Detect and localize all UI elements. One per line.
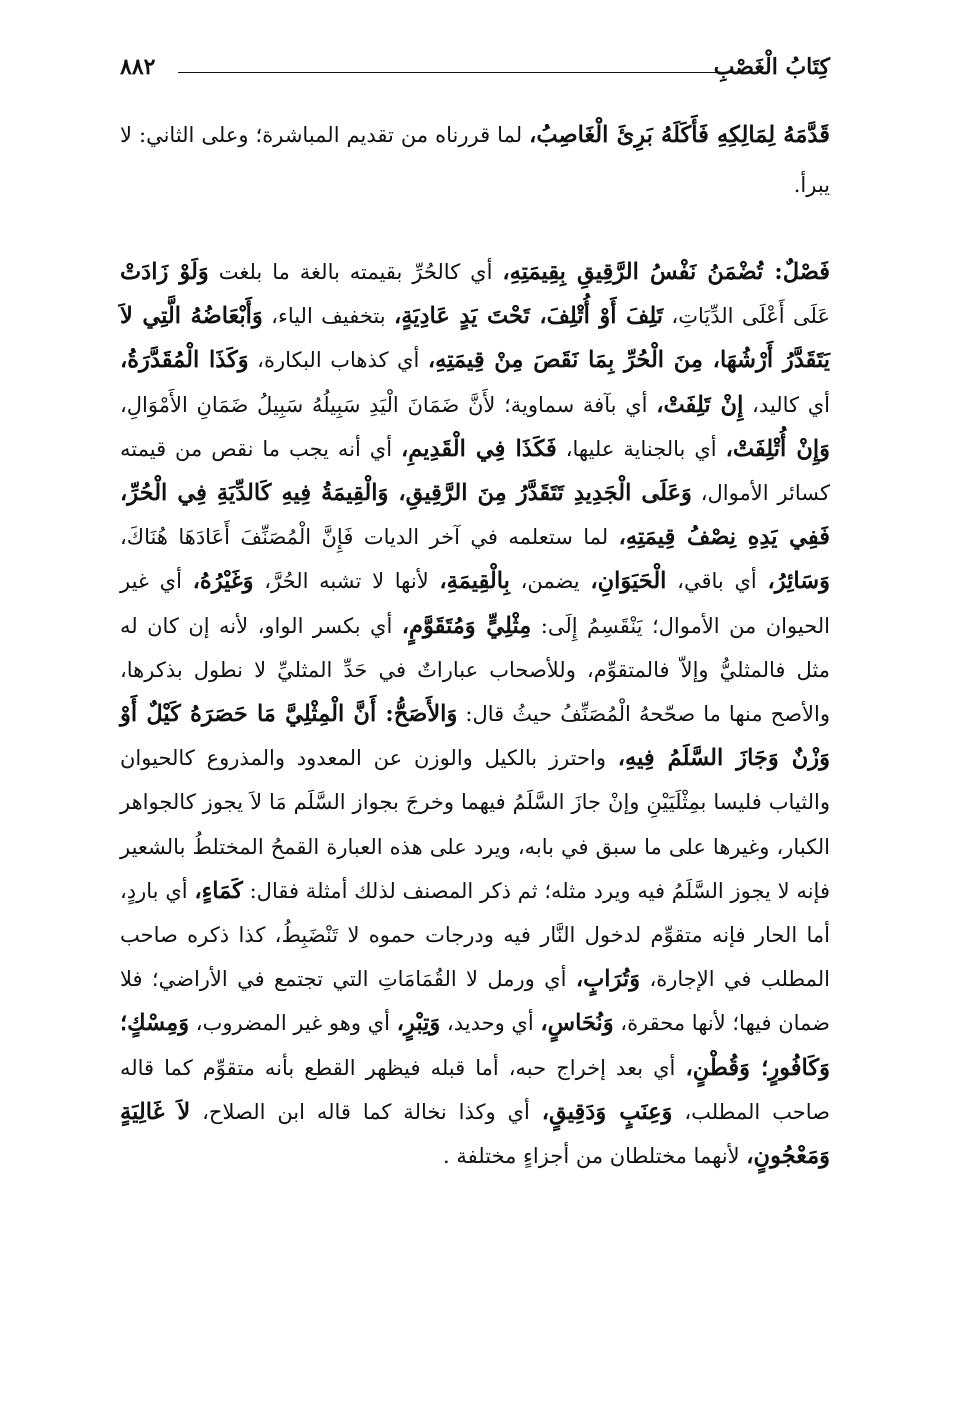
matn-text: وَسَائِرُ، [767, 568, 830, 595]
header-rule [178, 72, 732, 73]
matn-text: فَكَذَا فِي الْقَدِيمِ، [401, 435, 557, 462]
commentary-text: أي بعد إخراج حبه، أما قبله فيظهر القطع بأنه متقوِّم كما قاله صاحب المطلب، [120, 1055, 830, 1124]
matn-text: كَمَاءٍ، [194, 877, 243, 904]
commentary-text: أي كالحُرِّ بقيمته بالغة ما بلغت [208, 260, 503, 284]
matn-text: وَعِنَبٍ وَدَقِيقٍ، [541, 1098, 673, 1125]
running-header [120, 48, 830, 90]
commentary-text: واحترز بالكيل والوزن عن المعدود والمذروع كالحيوان والثياب فليسا بمِثْلَيَيْنِ وإنْ جازَ السَّلَمُ فيهما وخرجَ بجواز السَّلَم مَا لاَ يجوز كالجواهر الكبار، وغيرها على ما سبق في بابه، ويرد على هذه العبارة القمحُ المختلطُ بالشعير فإنه لا يجوز السَّلَمُ فيه ويرد مثله؛ ثم ذكر المصنف لذلك أمثلة فقال: [120, 746, 830, 903]
commentary-text: لأنهما مختلطان من أجزاءٍ مختلفة . [443, 1144, 747, 1169]
matn-text: وَالأَصَحُّ: أَنَّ الْمِثْلِيَّ مَا حَصَرَهُ كَيْلٌ أَوْ وَزْنٌ وَجَازَ السَّلَمُ فِيهِ، [120, 701, 830, 772]
matn-text: وَلَوْ زَادَتْ [120, 259, 209, 285]
commentary-text: أي باردٍ، أما الحار فإنه متقوِّم لدخول النَّار فيه ودرجات حموه لا تَنْضَبِطُ، كذا ذكره صاحب المطلب في الإجارة، [120, 878, 831, 992]
page-number: ٨٨٢ [120, 54, 156, 80]
commentary-text: لما ستعلمه في آخر الديات فَإِنَّ الْمُصَنِّفَ أَعَادَهَا هُنَاكَ، [120, 525, 619, 550]
matn-text: وَغَيْرُهُ، [192, 568, 254, 595]
commentary-text: يضمن، [509, 569, 591, 594]
commentary-text: أي ورمل لا القُمَامَاتِ التي تجتمع في الأراضي؛ فلا ضمان فيها؛ لأنها محقرة، [120, 967, 830, 1036]
commentary-text: أي بكسر الواو، لأنه إن كان له مثل فالمثليُّ وإلاّ فالمتقوِّم، وللأصحاب عباراتٌ في حَدِّ المثليِّ لا نطول بذكرها، والأصح منها ما صحّحهُ الْمُصَنِّفُ حيثُ قال: [120, 613, 831, 727]
matn-text: قَدَّمَهُ لِمَالِكِهِ فَأَكَلَهُ بَرِئَ الْغَاصِبُ، [529, 122, 830, 148]
matn-text: وَعَلَى الْجَدِيدِ تَتَقَدَّرُ مِنَ الرَّقِيقِ، وَالْقِيمَةُ فِيهِ كَالدِّيَةِ فِي الْحُرِّ، فَفِي يَدِهِ نِصْفُ قِيمَتِهِ، [120, 480, 830, 551]
matn-text: وَتُرَابٍ، [575, 966, 641, 993]
matn-text: لاَ غَالِيَةٍ وَمَعْجُونٍ، [120, 1098, 830, 1170]
matn-text: وَكَذَا الْمُقَدَّرَةُ، [120, 347, 249, 374]
paragraph-fasl [120, 250, 830, 1178]
commentary-text: أي كذهاب البكارة، [248, 348, 428, 373]
commentary-text: أي وكذا نخالة كما قاله ابن الصلاح، [190, 1099, 542, 1124]
matn-text: تَلِفَ أَوْ أُتْلِفَ، تَحْتَ يَدٍ عَادِيَةٍ، [393, 303, 664, 330]
matn-text: الْحَيَوَانِ، [590, 568, 667, 595]
matn-text: وَتِبْرٍ، [396, 1010, 441, 1037]
matn-text: وَأَبْعَاضُهُ الَّتِي لاَ يَتَقَدَّرُ أَرْشُهَا، مِنَ الْحُرِّ بِمَا نَقَصَ مِنْ قِيمَتِهِ، [120, 303, 830, 374]
commentary-text: أي بآفة سماوية؛ لأَنَّ ضَمَانَ الْيَدِ سَبِيلُهُ سَبِيلُ ضَمَانِ الأَمْوَالِ، [120, 392, 657, 417]
commentary-text: أي باقي، [666, 569, 768, 594]
commentary-text: أي أنه يجب ما نقص من قيمته كسائر الأموال، [120, 436, 830, 506]
commentary-text: أي غير الحيوان من الأموال؛ يَنْقَسِمُ إِلَى: [120, 569, 830, 638]
matn-text: بِالْقِيمَةِ، [439, 568, 510, 595]
commentary-text: لأنها لا تشبه الحُرَّ، [253, 569, 440, 594]
commentary-text: بتخفيف الياء، [262, 304, 394, 329]
commentary-text: لما قررناه من تقديم المباشرة؛ وعلى الثاني: لا يبرأ. [120, 123, 830, 197]
matn-text: وَمِسْكٍ؛ وَكَافُورٍ؛ وَقُطْنٍ، [120, 1010, 830, 1081]
commentary-text: أي بالجناية عليها، [556, 436, 726, 461]
chapter-title: كِتَابُ الْغَصْبِ [713, 54, 830, 80]
commentary-text: أي كاليد، [743, 392, 830, 417]
matn-text: إِنْ تَلِفَتْ، [656, 391, 744, 418]
matn-text: وَإِنْ أُتْلِفَتْ، [725, 435, 831, 462]
commentary-text: عَلَى أَعْلَى الدِّيَاتِ، [663, 304, 830, 329]
paragraph-continuation [120, 110, 830, 210]
paragraph-gap [120, 210, 830, 250]
matn-text: مِثْلِيٍّ وَمُتَقَوَّمٍ، [401, 612, 532, 639]
matn-text: فَصْلٌ: تُضْمَنُ نَفْسُ الرَّقِيقِ بِقِيمَتِهِ، [502, 259, 831, 285]
matn-text: وَنُحَاسٍ، [540, 1010, 614, 1037]
commentary-text: أي وهو غير المضروب، [189, 1011, 397, 1036]
commentary-text: أي وحديد، [440, 1011, 541, 1036]
